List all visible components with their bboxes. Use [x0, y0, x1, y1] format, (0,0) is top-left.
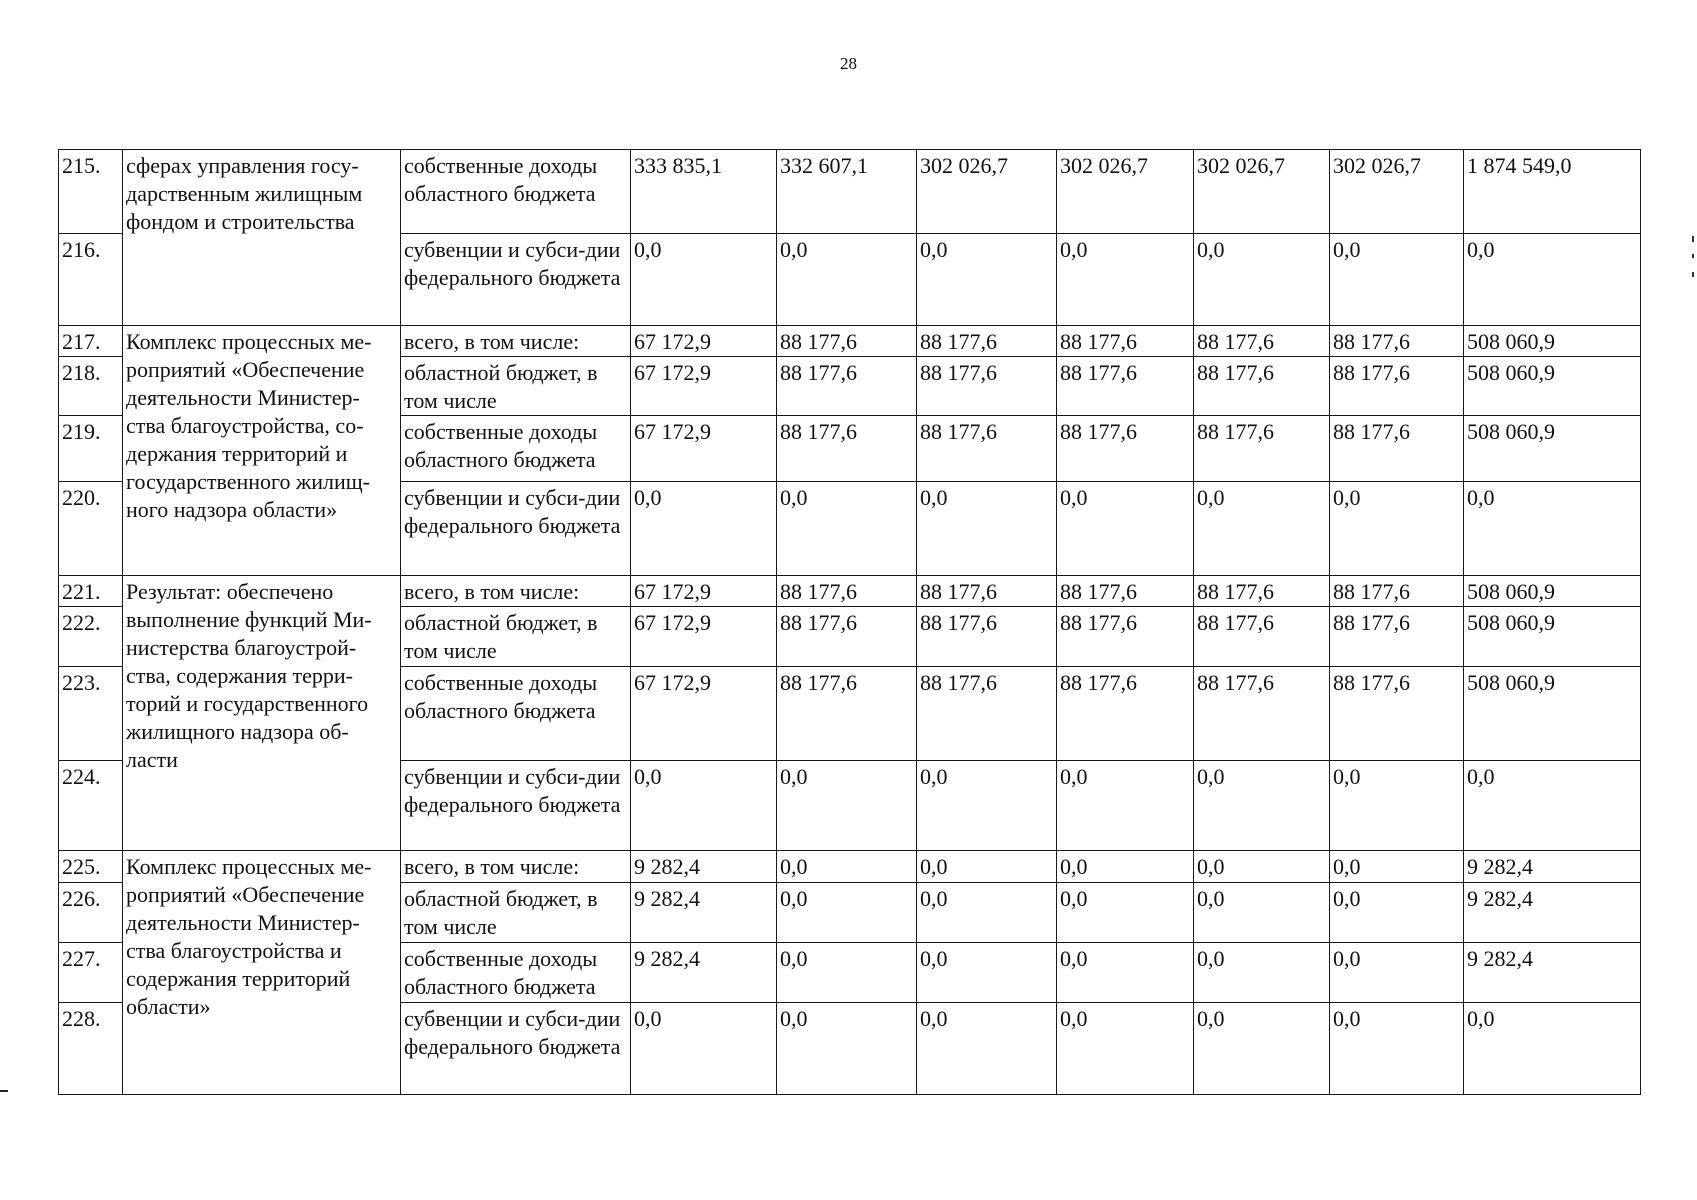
year-value-cell: 67 172,9 — [631, 607, 777, 667]
table-row — [59, 576, 1641, 607]
row-number-cell: 218. — [59, 357, 123, 416]
year-value-cell: 0,0 — [777, 851, 917, 883]
year-value-cell: 0,0 — [1057, 761, 1194, 851]
year-value-cell: 88 177,6 — [917, 416, 1057, 482]
row-number-cell: 217. — [59, 326, 123, 357]
year-value-cell: 67 172,9 — [631, 326, 777, 357]
row-number-cell: 225. — [59, 851, 123, 883]
year-value-cell: 0,0 — [1057, 883, 1194, 943]
year-value-cell: 302 026,7 — [1330, 150, 1464, 234]
row-number-cell: 227. — [59, 943, 123, 1003]
year-value-cell: 88 177,6 — [1194, 576, 1330, 607]
year-value-cell: 88 177,6 — [777, 326, 917, 357]
year-value-cell: 302 026,7 — [1194, 150, 1330, 234]
year-value-cell: 88 177,6 — [1194, 416, 1330, 482]
row-number-cell: 221. — [59, 576, 123, 607]
year-value-cell: 9 282,4 — [631, 851, 777, 883]
year-value-cell: 0,0 — [1057, 943, 1194, 1003]
funding-source-cell: собственные доходы областного бюджета — [401, 416, 631, 482]
row-number-cell: 219. — [59, 416, 123, 482]
row-number-cell: 226. — [59, 883, 123, 943]
total-value-cell: 9 282,4 — [1464, 851, 1641, 883]
year-value-cell: 88 177,6 — [1330, 667, 1464, 761]
year-value-cell: 0,0 — [917, 234, 1057, 326]
year-value-cell: 0,0 — [917, 1003, 1057, 1095]
funding-source-cell: субвенции и субси-дии федерального бюджета — [401, 761, 631, 851]
total-value-cell: 508 060,9 — [1464, 416, 1641, 482]
funding-source-cell: областной бюджет, в том числе — [401, 883, 631, 943]
funding-source-cell: областной бюджет, в том числе — [401, 607, 631, 667]
year-value-cell: 88 177,6 — [1057, 576, 1194, 607]
year-value-cell: 0,0 — [917, 761, 1057, 851]
year-value-cell: 0,0 — [777, 234, 917, 326]
year-value-cell: 88 177,6 — [1330, 416, 1464, 482]
row-number-cell: 222. — [59, 607, 123, 667]
year-value-cell: 0,0 — [1330, 851, 1464, 883]
year-value-cell: 0,0 — [1194, 234, 1330, 326]
year-value-cell: 67 172,9 — [631, 416, 777, 482]
total-value-cell: 508 060,9 — [1464, 667, 1641, 761]
funding-source-cell: собственные доходы областного бюджета — [401, 667, 631, 761]
row-number-cell: 216. — [59, 234, 123, 326]
year-value-cell: 88 177,6 — [1194, 667, 1330, 761]
funding-source-cell: всего, в том числе: — [401, 851, 631, 883]
year-value-cell: 67 172,9 — [631, 576, 777, 607]
row-number-cell: 228. — [59, 1003, 123, 1095]
funding-source-cell: собственные доходы областного бюджета — [401, 150, 631, 234]
year-value-cell: 0,0 — [917, 482, 1057, 576]
year-value-cell: 0,0 — [631, 234, 777, 326]
total-value-cell: 0,0 — [1464, 234, 1641, 326]
year-value-cell: 0,0 — [631, 1003, 777, 1095]
year-value-cell: 0,0 — [631, 482, 777, 576]
margin-mark — [1692, 254, 1694, 258]
margin-mark — [1692, 236, 1694, 242]
year-value-cell: 88 177,6 — [917, 607, 1057, 667]
year-value-cell: 0,0 — [777, 883, 917, 943]
row-number-cell: 223. — [59, 667, 123, 761]
margin-mark — [0, 1090, 8, 1092]
table-row — [59, 326, 1641, 357]
total-value-cell: 1 874 549,0 — [1464, 150, 1641, 234]
year-value-cell: 0,0 — [1330, 761, 1464, 851]
year-value-cell: 88 177,6 — [917, 357, 1057, 416]
year-value-cell: 0,0 — [1194, 1003, 1330, 1095]
total-value-cell: 508 060,9 — [1464, 357, 1641, 416]
year-value-cell: 0,0 — [1057, 1003, 1194, 1095]
row-number-cell: 215. — [59, 150, 123, 234]
total-value-cell: 0,0 — [1464, 482, 1641, 576]
funding-source-cell: собственные доходы областного бюджета — [401, 943, 631, 1003]
year-value-cell: 0,0 — [1057, 234, 1194, 326]
year-value-cell: 0,0 — [777, 943, 917, 1003]
total-value-cell: 508 060,9 — [1464, 326, 1641, 357]
year-value-cell: 0,0 — [1330, 943, 1464, 1003]
total-value-cell: 9 282,4 — [1464, 883, 1641, 943]
funding-source-cell: субвенции и субси-дии федерального бюджета — [401, 482, 631, 576]
total-value-cell: 9 282,4 — [1464, 943, 1641, 1003]
year-value-cell: 88 177,6 — [1057, 607, 1194, 667]
year-value-cell: 0,0 — [917, 943, 1057, 1003]
year-value-cell: 9 282,4 — [631, 943, 777, 1003]
funding-source-cell: областной бюджет, в том числе — [401, 357, 631, 416]
year-value-cell: 0,0 — [1330, 482, 1464, 576]
year-value-cell: 0,0 — [1194, 761, 1330, 851]
margin-mark — [1692, 272, 1694, 277]
year-value-cell: 88 177,6 — [1330, 576, 1464, 607]
activity-description-cell: Результат: обеспечено выполнение функций Ми-нистерства благоустрой-ства, содержания терри-торий и государственного жилищного надзора об-ласти — [123, 576, 401, 851]
year-value-cell: 88 177,6 — [1194, 357, 1330, 416]
year-value-cell: 0,0 — [1057, 482, 1194, 576]
year-value-cell: 88 177,6 — [1330, 607, 1464, 667]
table-row — [59, 851, 1641, 883]
year-value-cell: 88 177,6 — [1330, 326, 1464, 357]
year-value-cell: 88 177,6 — [1057, 326, 1194, 357]
year-value-cell: 0,0 — [777, 761, 917, 851]
total-value-cell: 0,0 — [1464, 761, 1641, 851]
total-value-cell: 508 060,9 — [1464, 576, 1641, 607]
year-value-cell: 0,0 — [1330, 883, 1464, 943]
year-value-cell: 332 607,1 — [777, 150, 917, 234]
year-value-cell: 88 177,6 — [777, 576, 917, 607]
year-value-cell: 0,0 — [1330, 1003, 1464, 1095]
year-value-cell: 67 172,9 — [631, 667, 777, 761]
year-value-cell: 0,0 — [1194, 883, 1330, 943]
row-number-cell: 224. — [59, 761, 123, 851]
year-value-cell: 67 172,9 — [631, 357, 777, 416]
year-value-cell: 0,0 — [917, 883, 1057, 943]
activity-description-cell: Комплекс процессных ме-роприятий «Обеспечение деятельности Министер-ства благоустройства и содержания территорий области» — [123, 851, 401, 1095]
table-row — [59, 150, 1641, 234]
year-value-cell: 88 177,6 — [777, 607, 917, 667]
year-value-cell: 88 177,6 — [777, 667, 917, 761]
year-value-cell: 88 177,6 — [1194, 326, 1330, 357]
year-value-cell: 88 177,6 — [1057, 667, 1194, 761]
year-value-cell: 0,0 — [1057, 851, 1194, 883]
year-value-cell: 88 177,6 — [1194, 607, 1330, 667]
row-number-cell: 220. — [59, 482, 123, 576]
year-value-cell: 302 026,7 — [1057, 150, 1194, 234]
year-value-cell: 9 282,4 — [631, 883, 777, 943]
budget-table — [58, 149, 1641, 1095]
funding-source-cell: субвенции и субси-дии федерального бюджета — [401, 1003, 631, 1095]
activity-description-cell: Комплекс процессных ме-роприятий «Обеспечение деятельности Министер-ства благоустройства, со-держания территорий и государственного жилищ-ного надзора области» — [123, 326, 401, 576]
page-number: 28 — [840, 54, 857, 73]
year-value-cell: 0,0 — [1194, 943, 1330, 1003]
activity-description-cell: сферах управления госу-дарственным жилищным фондом и строительства — [123, 150, 401, 326]
year-value-cell: 0,0 — [1330, 234, 1464, 326]
funding-source-cell: субвенции и субси-дии федерального бюджета — [401, 234, 631, 326]
year-value-cell: 0,0 — [1194, 482, 1330, 576]
year-value-cell: 0,0 — [631, 761, 777, 851]
year-value-cell: 88 177,6 — [917, 667, 1057, 761]
year-value-cell: 88 177,6 — [917, 326, 1057, 357]
year-value-cell: 88 177,6 — [1330, 357, 1464, 416]
year-value-cell: 88 177,6 — [1057, 416, 1194, 482]
funding-source-cell: всего, в том числе: — [401, 326, 631, 357]
year-value-cell: 0,0 — [1194, 851, 1330, 883]
year-value-cell: 88 177,6 — [1057, 357, 1194, 416]
year-value-cell: 88 177,6 — [917, 576, 1057, 607]
year-value-cell: 0,0 — [777, 482, 917, 576]
year-value-cell: 88 177,6 — [777, 416, 917, 482]
total-value-cell: 0,0 — [1464, 1003, 1641, 1095]
total-value-cell: 508 060,9 — [1464, 607, 1641, 667]
year-value-cell: 88 177,6 — [777, 357, 917, 416]
year-value-cell: 302 026,7 — [917, 150, 1057, 234]
year-value-cell: 0,0 — [917, 851, 1057, 883]
funding-source-cell: всего, в том числе: — [401, 576, 631, 607]
year-value-cell: 0,0 — [777, 1003, 917, 1095]
year-value-cell: 333 835,1 — [631, 150, 777, 234]
